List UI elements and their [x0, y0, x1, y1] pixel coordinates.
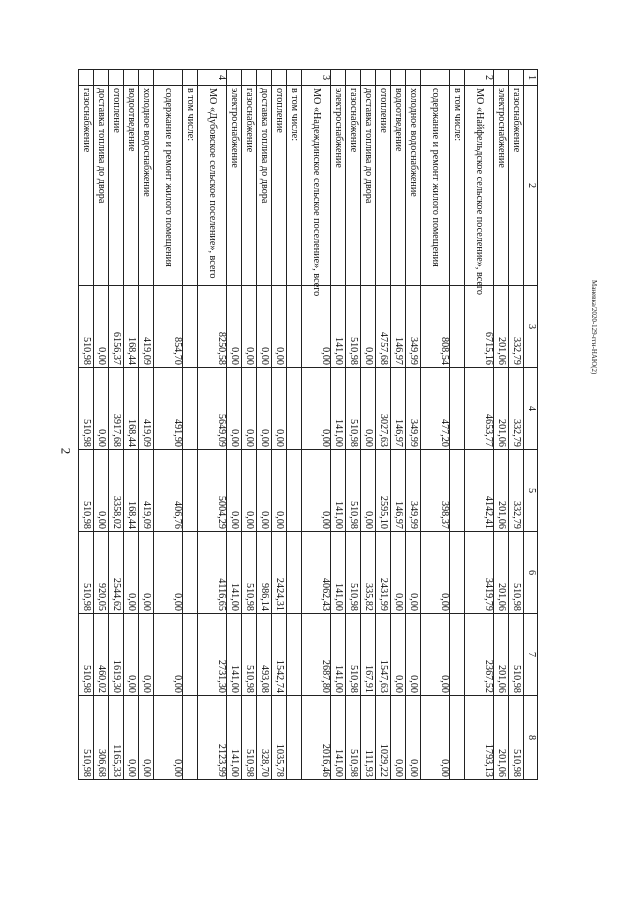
value-cell: 2595,10 — [376, 450, 391, 532]
value-cell — [183, 532, 198, 614]
table-header-row — [524, 70, 538, 780]
row-label-cell: отопление — [109, 86, 124, 286]
value-cell: 141,00 — [227, 614, 242, 696]
table-row — [421, 70, 450, 780]
row-index-cell: 2 — [465, 70, 494, 86]
row-index-cell — [109, 70, 124, 86]
value-cell: 510,98 — [79, 614, 94, 696]
value-cell — [450, 286, 465, 368]
row-label-cell: газоснабжение — [509, 86, 524, 286]
value-cell: 201,06 — [494, 368, 509, 450]
row-label-cell: МО «Найфельдское сельское поселение», всего — [465, 86, 494, 286]
table-row — [509, 70, 524, 780]
value-cell: 0,00 — [227, 450, 242, 532]
value-cell: 141,00 — [331, 450, 346, 532]
row-index-cell — [361, 70, 376, 86]
value-cell: 0,00 — [154, 614, 183, 696]
value-cell: 146,97 — [391, 450, 406, 532]
value-cell: 3027,63 — [376, 368, 391, 450]
row-index-cell — [421, 70, 450, 86]
value-cell: 0,00 — [272, 368, 287, 450]
value-cell: 141,00 — [331, 368, 346, 450]
column-header: 2 — [524, 86, 538, 286]
value-cell: 8250,58 — [198, 286, 227, 368]
value-cell: 0,00 — [94, 286, 109, 368]
value-cell: 2731,30 — [198, 614, 227, 696]
row-label-cell: содержание и ремонт жилого помещения — [421, 86, 450, 286]
row-index-cell — [494, 70, 509, 86]
value-cell: 3917,68 — [109, 368, 124, 450]
value-cell: 332,79 — [509, 286, 524, 368]
row-label-cell: доставка топлива до двора — [257, 86, 272, 286]
value-cell — [450, 368, 465, 450]
value-cell: 0,00 — [391, 696, 406, 780]
value-cell: 141,00 — [227, 696, 242, 780]
row-index-cell — [139, 70, 154, 86]
value-cell: 510,98 — [509, 696, 524, 780]
value-cell: 4653,77 — [465, 368, 494, 450]
table-row — [494, 70, 509, 780]
value-cell: 510,98 — [242, 696, 257, 780]
table-row — [450, 70, 465, 780]
value-cell: 201,06 — [494, 696, 509, 780]
value-cell: 0,00 — [124, 614, 139, 696]
table-row — [331, 70, 346, 780]
value-cell: 510,98 — [242, 532, 257, 614]
value-cell: 306,68 — [94, 696, 109, 780]
row-label-cell: газоснабжение — [242, 86, 257, 286]
table-row — [198, 70, 227, 780]
value-cell: 141,00 — [331, 614, 346, 696]
value-cell: 146,97 — [391, 286, 406, 368]
value-cell: 0,00 — [242, 450, 257, 532]
row-index-cell — [124, 70, 139, 86]
row-label-cell: содержание и ремонт жилого помещения — [154, 86, 183, 286]
row-index-cell — [79, 70, 94, 86]
row-label-cell: холодное водоснабжение — [139, 86, 154, 286]
value-cell: 0,00 — [154, 696, 183, 780]
value-cell: 2016,46 — [302, 696, 331, 780]
value-cell: 3419,79 — [465, 532, 494, 614]
value-cell: 201,06 — [494, 450, 509, 532]
value-cell: 349,99 — [406, 286, 421, 368]
row-index-cell — [391, 70, 406, 86]
value-cell: 201,06 — [494, 286, 509, 368]
value-cell: 0,00 — [257, 368, 272, 450]
value-cell: 167,91 — [361, 614, 376, 696]
value-cell: 4116,65 — [198, 532, 227, 614]
table-row — [154, 70, 183, 780]
row-index-cell — [450, 70, 465, 86]
table-row — [124, 70, 139, 780]
row-label-cell: доставка топлива до двора — [361, 86, 376, 286]
value-cell: 1619,30 — [109, 614, 124, 696]
value-cell: 477,20 — [421, 368, 450, 450]
row-index-cell: 3 — [302, 70, 331, 86]
value-cell: 510,98 — [346, 286, 361, 368]
column-header: 4 — [524, 368, 538, 450]
table-row — [391, 70, 406, 780]
value-cell: 460,02 — [94, 614, 109, 696]
value-cell: 2424,31 — [272, 532, 287, 614]
value-cell: 0,00 — [361, 286, 376, 368]
row-index-cell — [346, 70, 361, 86]
value-cell: 168,44 — [124, 368, 139, 450]
row-index-cell — [227, 70, 242, 86]
row-label-cell: отопление — [272, 86, 287, 286]
row-index-cell — [257, 70, 272, 86]
value-cell: 4142,41 — [465, 450, 494, 532]
value-cell — [450, 614, 465, 696]
column-header: 6 — [524, 532, 538, 614]
value-cell: 419,09 — [139, 450, 154, 532]
value-cell: 168,44 — [124, 286, 139, 368]
value-cell: 5004,29 — [198, 450, 227, 532]
value-cell: 0,00 — [421, 532, 450, 614]
value-cell: 0,00 — [421, 614, 450, 696]
table-row — [272, 70, 287, 780]
value-cell: 510,98 — [79, 696, 94, 780]
value-cell — [183, 614, 198, 696]
value-cell: 4757,68 — [376, 286, 391, 368]
row-index-cell — [154, 70, 183, 86]
value-cell: 332,79 — [509, 368, 524, 450]
value-cell: 510,98 — [509, 614, 524, 696]
value-cell: 920,05 — [94, 532, 109, 614]
value-cell: 0,00 — [94, 368, 109, 450]
value-cell: 510,98 — [79, 368, 94, 450]
value-cell: 419,09 — [139, 286, 154, 368]
value-cell: 0,00 — [227, 286, 242, 368]
value-cell — [183, 286, 198, 368]
value-cell — [450, 532, 465, 614]
value-cell: 0,00 — [302, 286, 331, 368]
table-row — [139, 70, 154, 780]
column-header: 5 — [524, 450, 538, 532]
row-index-cell — [509, 70, 524, 86]
value-cell: 1542,74 — [272, 614, 287, 696]
value-cell: 510,98 — [242, 614, 257, 696]
table-row — [376, 70, 391, 780]
row-label-cell: в том числе: — [450, 86, 465, 286]
value-cell: 0,00 — [124, 532, 139, 614]
row-label-cell: электроснабжение — [227, 86, 242, 286]
rotated-table-frame — [81, 69, 538, 779]
value-cell: 332,79 — [509, 450, 524, 532]
value-cell: 5649,09 — [198, 368, 227, 450]
row-label-cell: в том числе: — [287, 86, 302, 286]
value-cell: 510,98 — [79, 286, 94, 368]
value-cell — [287, 286, 302, 368]
value-cell — [287, 696, 302, 780]
value-cell: 491,90 — [154, 368, 183, 450]
value-cell: 0,00 — [391, 614, 406, 696]
value-cell: 6156,37 — [109, 286, 124, 368]
value-cell: 0,00 — [227, 368, 242, 450]
value-cell: 0,00 — [257, 286, 272, 368]
table-row — [302, 70, 331, 780]
value-cell: 0,00 — [272, 450, 287, 532]
value-cell: 0,00 — [421, 696, 450, 780]
table-row — [361, 70, 376, 780]
table-row — [346, 70, 361, 780]
value-cell: 0,00 — [124, 696, 139, 780]
value-cell: 0,00 — [139, 696, 154, 780]
value-cell: 510,98 — [346, 614, 361, 696]
table-row — [227, 70, 242, 780]
table-row — [287, 70, 302, 780]
value-cell: 111,93 — [361, 696, 376, 780]
value-cell — [450, 696, 465, 780]
value-cell: 1793,13 — [465, 696, 494, 780]
value-cell: 0,00 — [272, 286, 287, 368]
value-cell: 2687,80 — [302, 614, 331, 696]
value-cell — [287, 614, 302, 696]
value-cell: 0,00 — [139, 614, 154, 696]
value-cell: 168,44 — [124, 450, 139, 532]
table-row — [242, 70, 257, 780]
value-cell: 1547,63 — [376, 614, 391, 696]
value-cell — [183, 368, 198, 450]
value-cell: 510,98 — [346, 532, 361, 614]
value-cell: 510,98 — [346, 450, 361, 532]
value-cell: 510,98 — [346, 368, 361, 450]
value-cell: 141,00 — [331, 286, 346, 368]
value-cell: 6715,16 — [465, 286, 494, 368]
row-label-cell: электроснабжение — [331, 86, 346, 286]
value-cell: 0,00 — [302, 368, 331, 450]
column-header: 7 — [524, 614, 538, 696]
value-cell: 328,70 — [257, 696, 272, 780]
value-cell: 141,00 — [227, 532, 242, 614]
row-index-cell — [287, 70, 302, 86]
value-cell: 349,99 — [406, 368, 421, 450]
value-cell: 406,76 — [154, 450, 183, 532]
row-label-cell: в том числе: — [183, 86, 198, 286]
value-cell — [183, 450, 198, 532]
column-header: 1 — [524, 70, 538, 86]
row-index-cell — [242, 70, 257, 86]
value-cell: 0,00 — [361, 368, 376, 450]
value-cell: 2544,62 — [109, 532, 124, 614]
value-cell: 0,00 — [154, 532, 183, 614]
row-label-cell: водоотведение — [124, 86, 139, 286]
value-cell: 493,08 — [257, 614, 272, 696]
value-cell: 0,00 — [139, 532, 154, 614]
value-cell — [287, 450, 302, 532]
value-cell: 201,06 — [494, 532, 509, 614]
value-cell: 1029,22 — [376, 696, 391, 780]
row-label-cell: газоснабжение — [346, 86, 361, 286]
row-label-cell: МО «Дубовское сельское поселение», всего — [198, 86, 227, 286]
value-cell — [287, 532, 302, 614]
value-cell: 141,00 — [331, 532, 346, 614]
row-label-cell: МО «Надеждинское сельское поселение», всего — [302, 86, 331, 286]
row-label-cell: электроснабжение — [494, 86, 509, 286]
value-cell: 0,00 — [406, 696, 421, 780]
value-cell: 398,37 — [421, 450, 450, 532]
value-cell: 2431,99 — [376, 532, 391, 614]
table-row — [183, 70, 198, 780]
column-header: 8 — [524, 696, 538, 780]
row-label-cell: газоснабжение — [79, 86, 94, 286]
value-cell — [183, 696, 198, 780]
page-number: 2 — [58, 447, 74, 455]
value-cell: 510,98 — [346, 696, 361, 780]
row-index-cell — [183, 70, 198, 86]
value-cell: 349,99 — [406, 450, 421, 532]
document-code: Маневка/2020-129-ггн-НАЮ(2) — [590, 280, 598, 375]
value-cell: 0,00 — [257, 450, 272, 532]
value-cell: 4062,43 — [302, 532, 331, 614]
value-cell: 1165,33 — [109, 696, 124, 780]
value-cell: 510,98 — [79, 450, 94, 532]
row-label-cell: водоотведение — [391, 86, 406, 286]
value-cell: 510,98 — [79, 532, 94, 614]
value-cell: 2123,99 — [198, 696, 227, 780]
table-row — [79, 70, 94, 780]
value-cell: 808,54 — [421, 286, 450, 368]
value-cell: 0,00 — [391, 532, 406, 614]
value-cell — [450, 450, 465, 532]
row-index-cell — [272, 70, 287, 86]
table-body — [79, 70, 538, 780]
row-index-cell — [94, 70, 109, 86]
value-cell: 141,00 — [331, 696, 346, 780]
value-cell: 419,09 — [139, 368, 154, 450]
row-index-cell — [376, 70, 391, 86]
value-cell — [287, 368, 302, 450]
value-cell: 0,00 — [242, 368, 257, 450]
value-cell: 0,00 — [242, 286, 257, 368]
table-row — [465, 70, 494, 780]
row-label-cell: отопление — [376, 86, 391, 286]
row-index-cell — [331, 70, 346, 86]
value-cell: 335,82 — [361, 532, 376, 614]
value-cell: 986,14 — [257, 532, 272, 614]
table-row — [257, 70, 272, 780]
row-index-cell — [406, 70, 421, 86]
value-cell: 201,06 — [494, 614, 509, 696]
value-cell: 1035,78 — [272, 696, 287, 780]
row-label-cell: холодное водоснабжение — [406, 86, 421, 286]
value-cell: 0,00 — [94, 450, 109, 532]
value-cell: 510,98 — [509, 532, 524, 614]
table-row — [109, 70, 124, 780]
value-cell: 0,00 — [406, 614, 421, 696]
table-container — [81, 69, 538, 779]
value-cell: 0,00 — [302, 450, 331, 532]
value-cell: 0,00 — [361, 450, 376, 532]
value-cell: 146,97 — [391, 368, 406, 450]
table-row — [406, 70, 421, 780]
value-cell: 854,70 — [154, 286, 183, 368]
value-cell: 3358,02 — [109, 450, 124, 532]
row-label-cell: доставка топлива до двора — [94, 86, 109, 286]
table-row — [94, 70, 109, 780]
tariff-table — [78, 69, 538, 780]
row-index-cell: 4 — [198, 70, 227, 86]
column-header: 3 — [524, 286, 538, 368]
value-cell: 0,00 — [406, 532, 421, 614]
value-cell: 2367,52 — [465, 614, 494, 696]
